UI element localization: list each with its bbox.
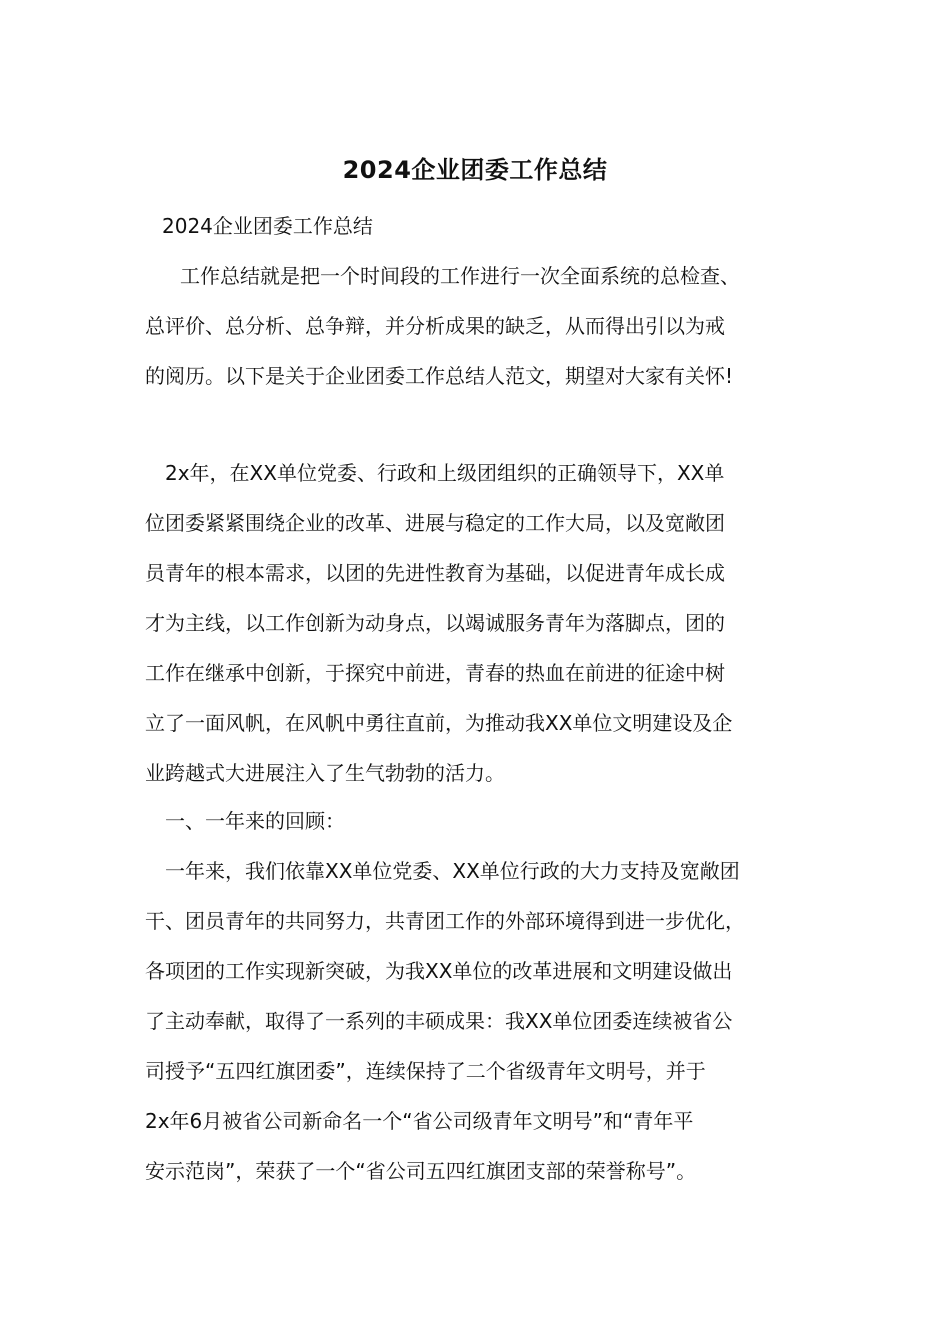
para1-line-1: 2x年，在XX单位党委、行政和上级团组织的正确领导下，XX单 [165, 461, 725, 485]
para2-line-4: 了主动奉献，取得了一系列的丰硕成果：我XX单位团委连续被省公 [145, 1009, 733, 1033]
intro-line-2: 总评价、总分析、总争辩，并分析成果的缺乏，从而得出引以为戒 [145, 314, 725, 338]
subtitle-line: 2024企业团委工作总结 [162, 214, 373, 238]
para1-line-5: 工作在继承中创新，于探究中前进，青春的热血在前进的征途中树 [145, 661, 725, 685]
para2-line-3: 各项团的工作实现新突破，为我XX单位的改革进展和文明建设做出 [145, 959, 733, 983]
para2-line-2: 干、团员青年的共同努力，共青团工作的外部环境得到进一步优化， [145, 909, 745, 933]
para1-line-2: 位团委紧紧围绕企业的改革、进展与稳定的工作大局，以及宽敞团 [145, 511, 725, 535]
section-heading: 一、一年来的回顾： [165, 809, 345, 833]
para1-line-6: 立了一面风帆，在风帆中勇往直前，为推动我XX单位文明建设及企 [145, 711, 733, 735]
para1-line-3: 员青年的根本需求，以团的先进性教育为基础，以促进青年成长成 [145, 561, 725, 585]
intro-line-1: 工作总结就是把一个时间段的工作进行一次全面系统的总检查、 [180, 264, 740, 288]
para2-line-6: 2x年6月被省公司新命名一个“省公司级青年文明号”和“青年平 [145, 1109, 694, 1133]
para1-line-4: 才为主线，以工作创新为动身点，以竭诚服务青年为落脚点，团的 [145, 611, 725, 635]
para2-line-7: 安示范岗”，荣获了一个“省公司五四红旗团支部的荣誉称号”。 [145, 1159, 697, 1183]
para2-line-5: 司授予“五四红旗团委”，连续保持了二个省级青年文明号，并于 [145, 1059, 706, 1083]
para2-line-1: 一年来，我们依靠XX单位党委、XX单位行政的大力支持及宽敞团 [165, 859, 740, 883]
para1-line-7: 业跨越式大进展注入了生气勃勃的活力。 [145, 761, 505, 785]
intro-line-3: 的阅历。以下是关于企业团委工作总结人范文，期望对大家有关怀! [145, 364, 734, 388]
document-title: 2024企业团委工作总结 [342, 156, 608, 184]
